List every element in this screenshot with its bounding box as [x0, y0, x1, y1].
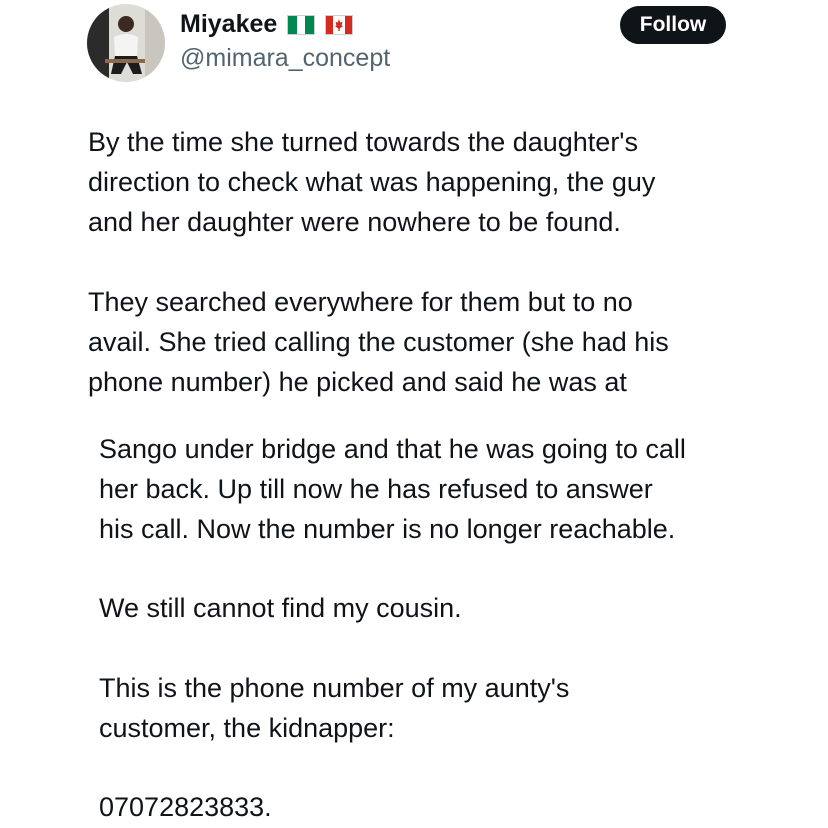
- canada-flag-icon: [325, 15, 353, 35]
- tweet-paragraph-1: [88, 122, 788, 242]
- tweet-line: her back. Up till now he has refused to answer: [99, 474, 653, 504]
- tweet-paragraph-5: [99, 668, 799, 748]
- nigeria-flag-icon: [287, 15, 315, 35]
- tweet-line: We still cannot find my cousin.: [99, 593, 462, 623]
- author-name[interactable]: Miyakee: [180, 10, 278, 38]
- tweet-line: They searched everywhere for them but to no: [88, 287, 633, 317]
- tweet-paragraph-3: [99, 429, 799, 549]
- tweet-line: By the time she turned towards the daughter's: [88, 127, 638, 157]
- tweet-paragraph-4: [99, 588, 799, 628]
- avatar[interactable]: [87, 4, 165, 82]
- tweet-line: This is the phone number of my aunty's: [99, 673, 570, 703]
- phone-number: 07072823833.: [99, 792, 272, 822]
- tweet-paragraph-2: [88, 282, 788, 402]
- author-handle[interactable]: @mimara_concept: [180, 44, 391, 72]
- tweet-line: phone number) he picked and said he was at: [88, 367, 627, 397]
- tweet-line: and her daughter were nowhere to be found.: [88, 207, 621, 237]
- tweet-line: customer, the kidnapper:: [99, 713, 395, 743]
- phone-number-text: [99, 787, 799, 827]
- tweet-line: direction to check what was happening, the guy: [88, 167, 656, 197]
- avatar-photo: [87, 4, 165, 82]
- tweet-line: his call. Now the number is no longer reachable.: [99, 514, 676, 544]
- tweet-line: avail. She tried calling the customer (she had his: [88, 327, 669, 357]
- author-row: [180, 10, 353, 39]
- follow-button[interactable]: Follow: [620, 6, 726, 44]
- tweet-line: Sango under bridge and that he was going to call: [99, 434, 686, 464]
